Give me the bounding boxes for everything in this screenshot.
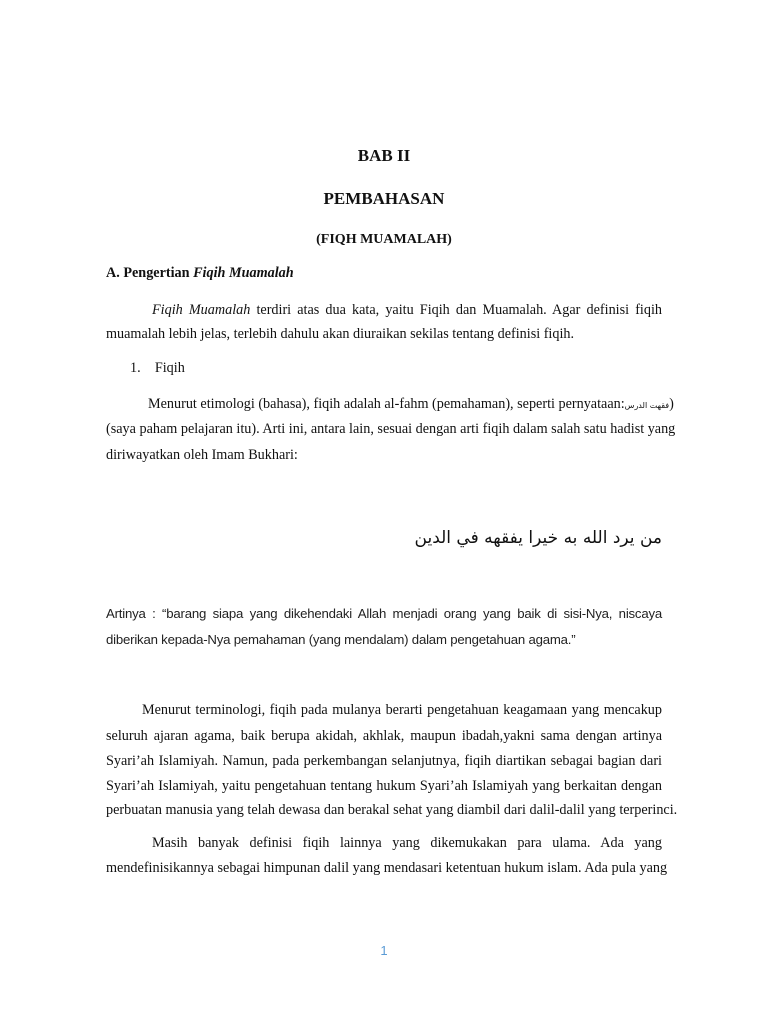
para4-line: mendefinisikannya sebagai himpunan dalil yang mendasari ketentuan hukum islam. Ada pula yang [106, 860, 668, 876]
chapter-heading: BAB II [357, 146, 411, 165]
section-prefix: A. Pengertian [106, 265, 194, 281]
para1-rest: terdiri atas dua kata, yaitu Fiqih dan Muamalah. Agar definisi fiqih [250, 302, 662, 318]
page-title: PEMBAHASAN [323, 189, 445, 208]
para2-line3: diriwayatkan oleh Imam Bukhari: [106, 447, 298, 463]
page-number: 1 [380, 943, 388, 958]
inline-arabic: فقهت الدرس [624, 401, 670, 410]
para3-line: seluruh ajaran agama, baik berupa akidah, akhlak, maupun ibadah,yakni sama dengan artinya [106, 728, 662, 744]
para2-text: Menurut etimologi (bahasa), fiqih adalah al-fahm (pemahaman), seperti pernyataan: [148, 396, 625, 412]
hadith-arabic: من يرد الله به خيرا يفقهه في الدين [414, 528, 662, 548]
para1-line1 [152, 301, 662, 319]
para3-line: Syari’ah Islamiyah. Namun, pada perkembangan selanjutnya, fiqih diartikan sebagai bagian dari [106, 753, 662, 769]
para1-line2: muamalah lebih jelas, terlebih dahulu akan diuraikan sekilas tentang definisi fiqih. [106, 326, 575, 342]
para3-line: perbuatan manusia yang telah dewasa dan berakal sehat yang diambil dari dalil-dalil yang terperinci. [106, 802, 678, 818]
para4-line: Masih banyak definisi fiqih lainnya yang dikemukakan para ulama. Ada yang [152, 835, 662, 851]
para2-line1 [148, 395, 674, 413]
para3-line: Syari’ah Islamiyah, yaitu pengetahuan tentang hukum Syari’ah Islamiyah yang berkaitan dengan [106, 778, 662, 794]
para2-line2: (saya paham pelajaran itu). Arti ini, antara lain, sesuai dengan arti fiqih dalam salah satu hadist yang [106, 421, 676, 437]
list-item [130, 359, 185, 377]
list-number: 1. [130, 360, 141, 376]
list-label: Fiqih [154, 360, 185, 376]
section-heading [106, 264, 294, 282]
section-italic: Fiqih Muamalah [193, 265, 294, 281]
translation-line2: diberikan kepada-Nya pemahaman (yang mendalam) dalam pengetahuan agama.” [106, 632, 576, 647]
translation-line1: Artinya : “barang siapa yang dikehendaki Allah menjadi orang yang baik di sisi-Nya, niscaya [106, 606, 662, 621]
page-subtitle: (FIQH MUAMALAH) [316, 232, 452, 247]
para3-line: Menurut terminologi, fiqih pada mulanya berarti pengetahuan keagamaan yang mencakup [142, 702, 662, 718]
para2-close: ) [669, 396, 674, 412]
para1-italic: Fiqih Muamalah [152, 302, 251, 318]
